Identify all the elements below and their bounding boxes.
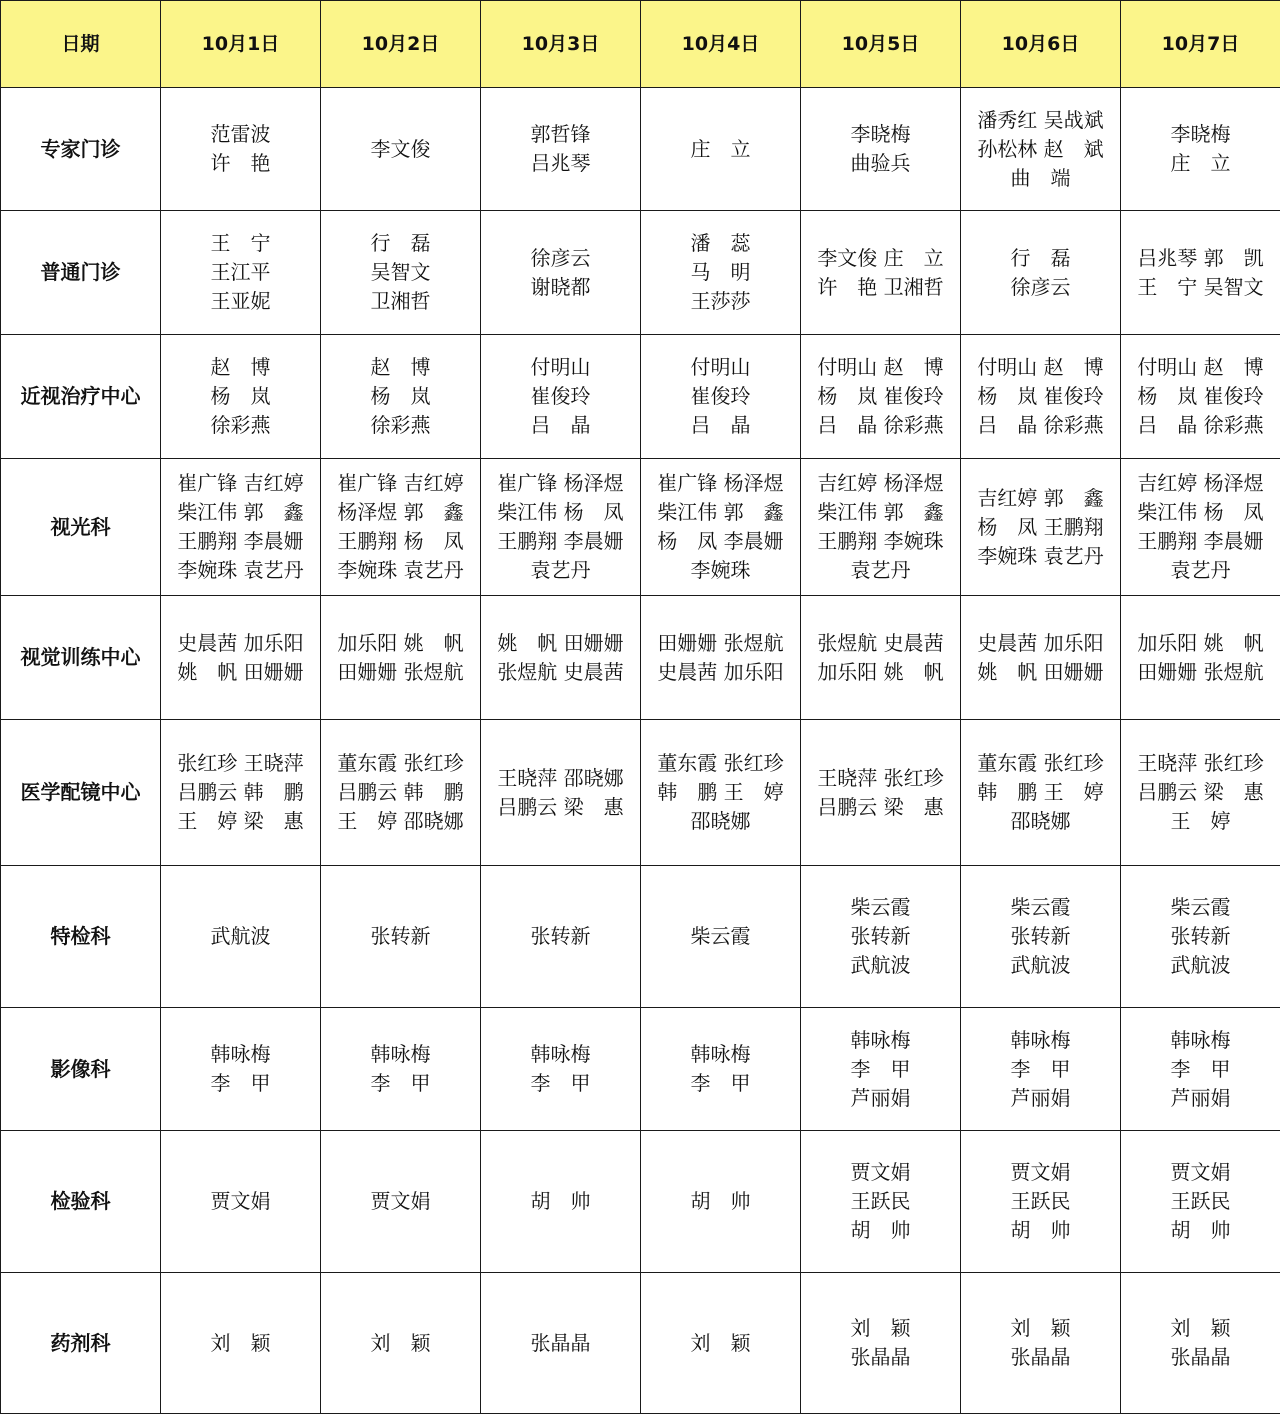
staff-names: 王晓萍 张红珍	[817, 765, 944, 790]
staff-names: 王晓萍 邵晓娜	[497, 765, 624, 790]
staff-names: 庄 立	[690, 136, 751, 161]
staff-cell	[641, 211, 801, 335]
staff-cell	[321, 866, 481, 1008]
department-label: 近视治疗中心	[1, 335, 161, 459]
staff-names: 李 甲	[850, 1056, 911, 1081]
staff-cell	[801, 596, 961, 720]
staff-names: 潘 蕊	[690, 231, 751, 255]
staff-names: 吕 晶 徐彩燕	[1137, 413, 1264, 437]
table-row	[1, 335, 1280, 459]
staff-names: 胡 帅	[1170, 1218, 1231, 1242]
staff-names: 武航波	[1170, 953, 1231, 977]
staff-cell	[641, 335, 801, 459]
staff-cell	[961, 1008, 1121, 1131]
staff-names: 柴江伟 杨 凤	[497, 500, 624, 524]
staff-cell	[801, 1008, 961, 1131]
table-row	[1, 1131, 1280, 1273]
staff-cell	[321, 1131, 481, 1273]
staff-cell	[801, 88, 961, 211]
staff-names: 潘秀红 吴战斌	[977, 107, 1104, 132]
staff-names: 王莎莎	[690, 289, 751, 313]
staff-names: 刘 颖	[370, 1330, 431, 1355]
staff-names: 王 婷 邵晓娜	[337, 809, 464, 833]
staff-cell	[161, 335, 321, 459]
staff-names: 许 艳	[210, 151, 271, 175]
staff-names: 柴云霞	[1010, 895, 1071, 919]
staff-cell	[641, 1273, 801, 1414]
staff-names: 崔广锋 吉红婷	[177, 471, 304, 495]
staff-names: 李婉珠 袁艺丹	[337, 558, 464, 582]
staff-names: 王跃民	[1010, 1189, 1071, 1213]
staff-cell	[961, 1131, 1121, 1273]
staff-names: 李婉珠 袁艺丹	[177, 558, 304, 582]
staff-names: 王晓萍 张红珍	[1137, 751, 1264, 775]
staff-names: 柴江伟 杨 凤	[1137, 500, 1264, 524]
staff-names: 行 磊	[370, 231, 431, 255]
staff-cell	[641, 596, 801, 720]
staff-names: 刘 颖	[690, 1330, 751, 1355]
staff-names: 付明山	[690, 355, 751, 379]
staff-names: 李晓梅	[1170, 122, 1231, 146]
staff-names: 武航波	[1010, 953, 1071, 977]
staff-names: 张晶晶	[850, 1345, 911, 1369]
staff-names: 王鹏翔 李婉珠	[817, 529, 944, 553]
staff-cell	[481, 88, 641, 211]
staff-cell	[161, 1008, 321, 1131]
staff-names: 杨 岚 崔俊玲	[817, 384, 944, 408]
staff-names: 韩咏梅	[210, 1042, 271, 1066]
staff-names: 马 明	[690, 260, 751, 284]
header-date: 10月5日	[801, 1, 961, 88]
staff-names: 曲验兵	[850, 151, 911, 175]
staff-cell	[481, 866, 641, 1008]
staff-names: 徐彩燕	[210, 413, 271, 437]
staff-names: 李晓梅	[850, 122, 911, 146]
header-row	[1, 1, 1280, 88]
staff-names: 吉红婷 杨泽煜	[1137, 471, 1264, 495]
table-row	[1, 1273, 1280, 1414]
staff-cell	[321, 720, 481, 866]
staff-names: 胡 帅	[690, 1189, 751, 1213]
staff-names: 武航波	[210, 924, 271, 948]
staff-names: 吕兆琴	[530, 151, 591, 175]
staff-names: 王亚妮	[210, 289, 271, 313]
staff-names: 韩咏梅	[530, 1042, 591, 1066]
staff-names: 徐彦云	[530, 245, 591, 270]
staff-cell	[961, 1273, 1121, 1414]
staff-cell	[321, 335, 481, 459]
staff-names: 柴云霞	[690, 924, 751, 948]
staff-names: 吕鹏云 韩 鹏	[337, 780, 464, 804]
staff-names: 胡 帅	[530, 1189, 591, 1213]
header-date: 10月2日	[321, 1, 481, 88]
staff-names: 李 甲	[690, 1071, 751, 1095]
staff-names: 李婉珠	[690, 558, 751, 582]
staff-names: 行 磊	[1010, 245, 1071, 270]
staff-names: 韩咏梅	[1170, 1027, 1231, 1052]
staff-names: 王鹏翔 李晨姗	[1137, 529, 1264, 553]
staff-names: 田姗姗 张煜航	[657, 630, 784, 655]
staff-names: 王 婷	[1170, 809, 1231, 833]
staff-names: 吕鹏云 梁 惠	[497, 794, 624, 819]
staff-names: 谢晓都	[530, 274, 591, 299]
staff-cell	[161, 459, 321, 596]
staff-names: 李 甲	[370, 1071, 431, 1095]
staff-names: 吕 晶	[530, 413, 591, 437]
staff-names: 孙松林 赵 斌	[977, 136, 1104, 161]
staff-cell	[641, 459, 801, 596]
staff-names: 邵晓娜	[1010, 809, 1071, 833]
staff-names: 袁艺丹	[530, 558, 591, 582]
staff-cell	[481, 335, 641, 459]
staff-cell	[641, 720, 801, 866]
staff-names: 庄 立	[1170, 151, 1231, 175]
staff-names: 贾文娟	[210, 1189, 271, 1213]
staff-names: 柴云霞	[1170, 895, 1231, 919]
staff-cell	[641, 1131, 801, 1273]
staff-cell	[961, 459, 1121, 596]
staff-names: 卫湘哲	[370, 289, 431, 313]
staff-names: 吕鹏云 梁 惠	[1137, 780, 1264, 804]
staff-names: 姚 帆 田姗姗	[977, 659, 1104, 684]
department-label: 影像科	[1, 1008, 161, 1131]
staff-names: 加乐阳 姚 帆	[817, 659, 944, 684]
staff-names: 付明山 赵 博	[1137, 355, 1264, 379]
staff-names: 刘 颖	[850, 1316, 911, 1340]
header-date: 10月6日	[961, 1, 1121, 88]
staff-names: 韩咏梅	[690, 1042, 751, 1066]
staff-names: 柴江伟 郭 鑫	[177, 500, 304, 524]
staff-names: 吴智文	[370, 260, 431, 284]
staff-names: 王江平	[210, 260, 271, 284]
staff-names: 王 婷 梁 惠	[177, 809, 304, 833]
staff-names: 芦丽娟	[850, 1085, 911, 1110]
staff-names: 杨 岚 崔俊玲	[977, 384, 1104, 408]
staff-names: 赵 博	[210, 355, 271, 379]
staff-names: 王鹏翔 李晨姗	[497, 529, 624, 553]
staff-names: 张转新	[530, 924, 591, 948]
staff-cell	[481, 1008, 641, 1131]
staff-names: 田姗姗 张煜航	[1137, 659, 1264, 684]
staff-cell	[641, 1008, 801, 1131]
staff-names: 袁艺丹	[1170, 558, 1231, 582]
staff-names: 芦丽娟	[1010, 1085, 1071, 1110]
staff-names: 杨泽煜 郭 鑫	[337, 500, 464, 524]
staff-cell	[1121, 720, 1280, 866]
staff-names: 胡 帅	[1010, 1218, 1071, 1242]
staff-names: 吉红婷 郭 鑫	[977, 485, 1104, 510]
staff-names: 加乐阳 姚 帆	[1137, 630, 1264, 655]
staff-names: 芦丽娟	[1170, 1085, 1231, 1110]
staff-names: 韩咏梅	[850, 1027, 911, 1052]
staff-cell	[1121, 88, 1280, 211]
staff-names: 李 甲	[210, 1071, 271, 1095]
department-label: 检验科	[1, 1131, 161, 1273]
staff-cell	[801, 866, 961, 1008]
staff-cell	[641, 866, 801, 1008]
staff-names: 王 宁 吴智文	[1137, 274, 1264, 299]
staff-cell	[801, 1273, 961, 1414]
staff-cell	[481, 720, 641, 866]
staff-names: 韩咏梅	[1010, 1027, 1071, 1052]
staff-names: 赵 博	[370, 355, 431, 379]
staff-names: 董东霞 张红珍	[337, 751, 464, 775]
staff-names: 贾文娟	[1170, 1160, 1231, 1184]
staff-cell	[321, 459, 481, 596]
staff-names: 柴云霞	[850, 895, 911, 919]
staff-names: 王鹏翔 杨 凤	[337, 529, 464, 553]
staff-names: 袁艺丹	[850, 558, 911, 582]
staff-cell	[961, 88, 1121, 211]
table-row	[1, 596, 1280, 720]
staff-cell	[161, 1273, 321, 1414]
staff-names: 杨 岚 崔俊玲	[1137, 384, 1264, 408]
staff-cell	[481, 1131, 641, 1273]
staff-names: 崔俊玲	[690, 384, 751, 408]
table-row	[1, 866, 1280, 1008]
staff-cell	[801, 1131, 961, 1273]
staff-cell	[801, 459, 961, 596]
staff-names: 张转新	[1010, 924, 1071, 948]
staff-names: 吕 晶 徐彩燕	[977, 413, 1104, 437]
staff-names: 王跃民	[1170, 1189, 1231, 1213]
staff-names: 张转新	[1170, 924, 1231, 948]
department-label: 医学配镜中心	[1, 720, 161, 866]
staff-names: 董东霞 张红珍	[977, 751, 1104, 775]
header-date: 10月4日	[641, 1, 801, 88]
staff-names: 李 甲	[1010, 1056, 1071, 1081]
staff-names: 郭哲锋	[530, 122, 591, 146]
staff-cell	[481, 211, 641, 335]
staff-names: 韩 鹏 王 婷	[977, 780, 1104, 804]
staff-names: 范雷波	[210, 122, 271, 146]
staff-names: 加乐阳 姚 帆	[337, 630, 464, 655]
staff-names: 李 甲	[530, 1071, 591, 1095]
staff-names: 李文俊 庄 立	[817, 245, 944, 270]
staff-names: 吕鹏云 韩 鹏	[177, 780, 304, 804]
staff-cell	[1121, 1008, 1280, 1131]
staff-cell	[961, 596, 1121, 720]
staff-names: 刘 颖	[210, 1330, 271, 1355]
staff-cell	[801, 720, 961, 866]
staff-cell	[481, 459, 641, 596]
staff-names: 胡 帅	[850, 1218, 911, 1242]
department-label: 特检科	[1, 866, 161, 1008]
staff-names: 史晨茜 加乐阳	[177, 630, 304, 655]
staff-cell	[1121, 459, 1280, 596]
staff-names: 姚 帆 田姗姗	[497, 630, 624, 655]
staff-cell	[481, 596, 641, 720]
staff-names: 张红珍 王晓萍	[177, 751, 304, 775]
staff-names: 崔广锋 杨泽煜	[657, 471, 784, 495]
staff-names: 韩咏梅	[370, 1042, 431, 1066]
staff-names: 吕鹏云 梁 惠	[817, 794, 944, 819]
schedule-body	[1, 88, 1280, 1414]
staff-names: 姚 帆 田姗姗	[177, 659, 304, 684]
staff-names: 付明山 赵 博	[817, 355, 944, 379]
staff-names: 史晨茜 加乐阳	[977, 630, 1104, 655]
staff-names: 邵晓娜	[690, 809, 751, 833]
staff-names: 李文俊	[370, 136, 431, 161]
staff-names: 张转新	[370, 924, 431, 948]
staff-cell	[1121, 866, 1280, 1008]
staff-cell	[321, 1008, 481, 1131]
staff-names: 武航波	[850, 953, 911, 977]
staff-cell	[481, 1273, 641, 1414]
staff-cell	[801, 335, 961, 459]
staff-names: 刘 颖	[1010, 1316, 1071, 1340]
staff-names: 许 艳 卫湘哲	[817, 274, 944, 299]
staff-cell	[961, 211, 1121, 335]
staff-names: 张晶晶	[530, 1330, 591, 1355]
staff-cell	[1121, 1131, 1280, 1273]
staff-cell	[161, 720, 321, 866]
staff-names: 杨 岚	[370, 384, 431, 408]
staff-names: 杨 凤 李晨姗	[657, 529, 784, 553]
staff-names: 韩 鹏 王 婷	[657, 780, 784, 804]
staff-names: 刘 颖	[1170, 1316, 1231, 1340]
staff-names: 李 甲	[1170, 1056, 1231, 1081]
staff-cell	[161, 596, 321, 720]
department-label: 药剂科	[1, 1273, 161, 1414]
staff-cell	[1121, 335, 1280, 459]
table-row	[1, 459, 1280, 596]
header-date: 10月3日	[481, 1, 641, 88]
staff-names: 吕 晶 徐彩燕	[817, 413, 944, 437]
staff-names: 吕 晶	[690, 413, 751, 437]
staff-names: 王跃民	[850, 1189, 911, 1213]
department-label: 专家门诊	[1, 88, 161, 211]
staff-cell	[961, 720, 1121, 866]
staff-cell	[961, 335, 1121, 459]
staff-names: 李婉珠 袁艺丹	[977, 543, 1104, 568]
staff-cell	[961, 866, 1121, 1008]
staff-names: 贾文娟	[850, 1160, 911, 1184]
header-date: 10月1日	[161, 1, 321, 88]
staff-names: 崔广锋 杨泽煜	[497, 471, 624, 495]
staff-cell	[1121, 596, 1280, 720]
department-label: 普通门诊	[1, 211, 161, 335]
staff-cell	[321, 211, 481, 335]
staff-names: 崔广锋 吉红婷	[337, 471, 464, 495]
staff-cell	[161, 88, 321, 211]
staff-cell	[321, 88, 481, 211]
staff-names: 徐彩燕	[370, 413, 431, 437]
staff-names: 张晶晶	[1010, 1345, 1071, 1369]
table-row	[1, 1008, 1280, 1131]
staff-names: 曲 端	[1010, 165, 1071, 190]
staff-names: 史晨茜 加乐阳	[657, 659, 784, 684]
staff-cell	[161, 1131, 321, 1273]
staff-names: 吕兆琴 郭 凯	[1137, 245, 1264, 270]
department-label: 视光科	[1, 459, 161, 596]
staff-names: 张转新	[850, 924, 911, 948]
staff-cell	[321, 1273, 481, 1414]
department-label: 视觉训练中心	[1, 596, 161, 720]
staff-names: 贾文娟	[1010, 1160, 1071, 1184]
staff-cell	[1121, 1273, 1280, 1414]
staff-names: 吉红婷 杨泽煜	[817, 471, 944, 495]
staff-names: 杨 凤 王鹏翔	[977, 514, 1104, 539]
staff-names: 王 宁	[210, 231, 271, 255]
staff-names: 崔俊玲	[530, 384, 591, 408]
staff-names: 张煜航 史晨茜	[817, 630, 944, 655]
table-row	[1, 720, 1280, 866]
table-row	[1, 88, 1280, 211]
staff-names: 田姗姗 张煜航	[337, 659, 464, 684]
table-row	[1, 211, 1280, 335]
header-date: 10月7日	[1121, 1, 1280, 88]
staff-names: 贾文娟	[370, 1189, 431, 1213]
staff-names: 付明山	[530, 355, 591, 379]
staff-names: 张晶晶	[1170, 1345, 1231, 1369]
staff-cell	[801, 211, 961, 335]
staff-names: 王鹏翔 李晨姗	[177, 529, 304, 553]
staff-cell	[161, 211, 321, 335]
staff-names: 杨 岚	[210, 384, 271, 408]
staff-names: 董东霞 张红珍	[657, 751, 784, 775]
staff-names: 柴江伟 郭 鑫	[817, 500, 944, 524]
staff-names: 付明山 赵 博	[977, 355, 1104, 379]
staff-cell	[1121, 211, 1280, 335]
header-corner-date: 日期	[1, 1, 161, 88]
staff-names: 徐彦云	[1010, 274, 1071, 299]
staff-cell	[321, 596, 481, 720]
staff-names: 张煜航 史晨茜	[497, 659, 624, 684]
staff-names: 柴江伟 郭 鑫	[657, 500, 784, 524]
staff-cell	[161, 866, 321, 1008]
staff-cell	[641, 88, 801, 211]
